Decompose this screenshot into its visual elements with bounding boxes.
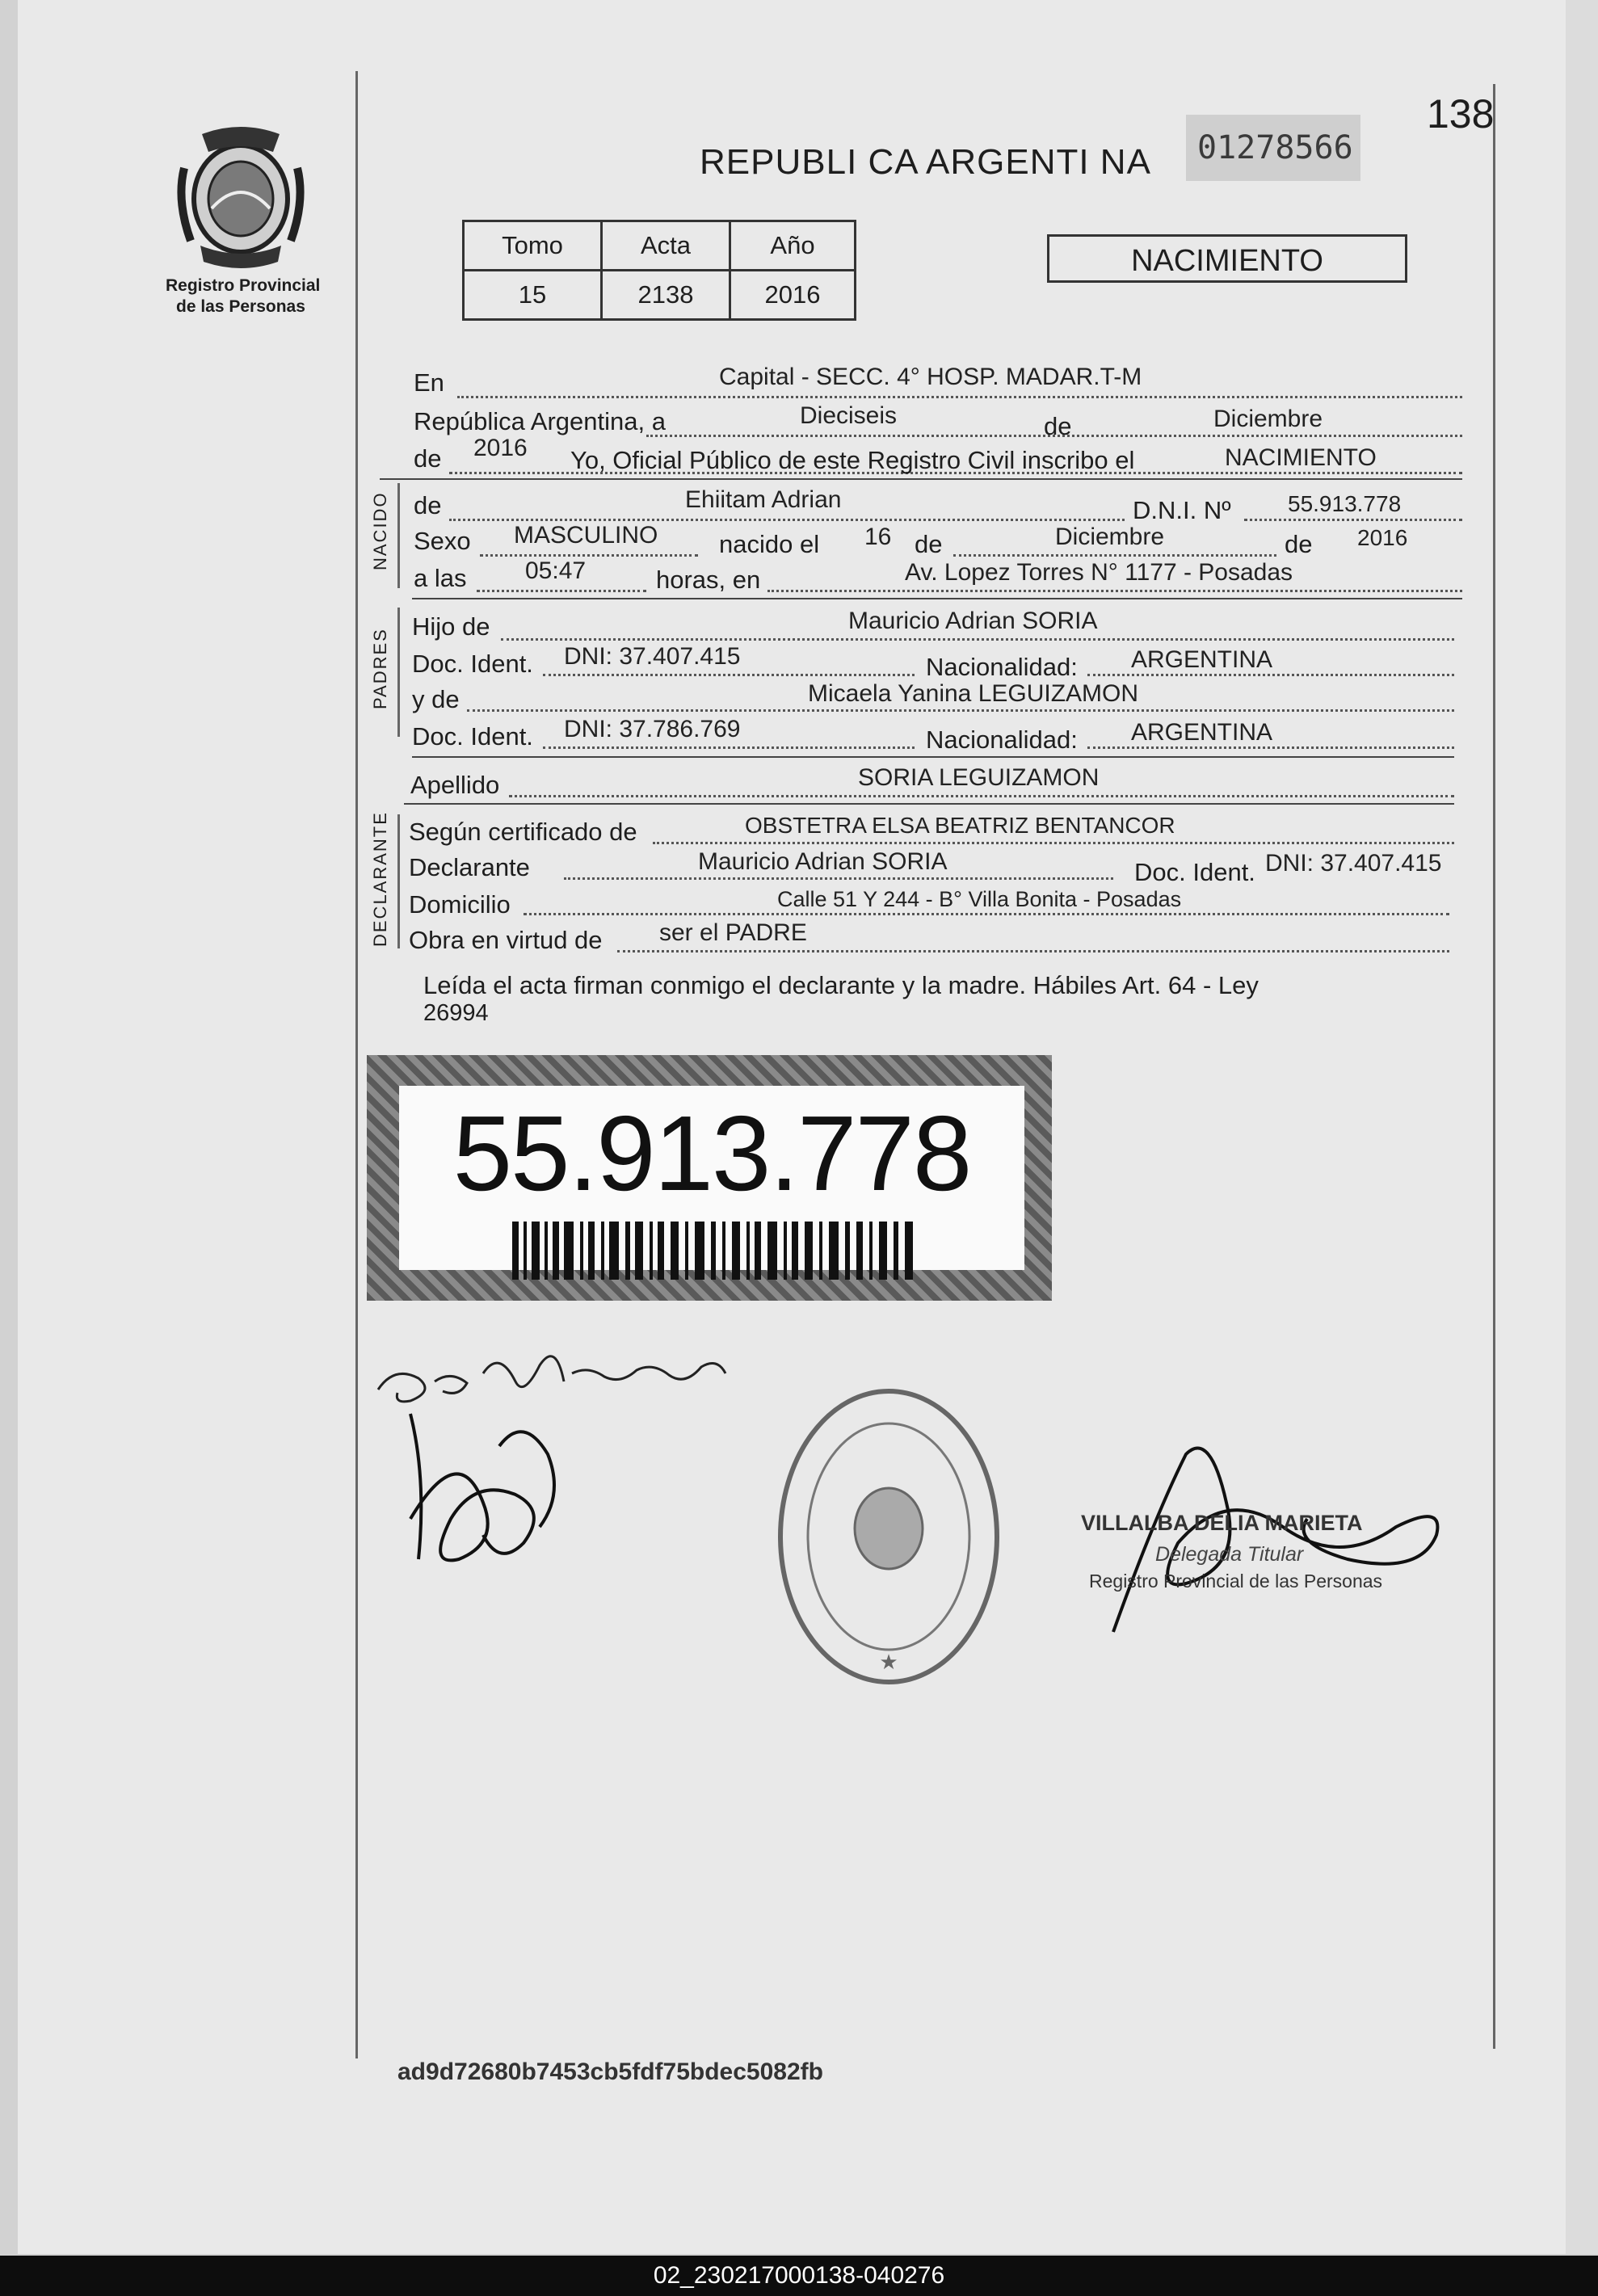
serial-number: 01278566 — [1186, 115, 1360, 181]
apellido-value: SORIA LEGUIZAMON — [858, 764, 1100, 791]
apellido-bottom-rule — [404, 803, 1454, 805]
padre-nac-dots — [1087, 674, 1454, 676]
official-role: Delegada Titular — [1155, 1543, 1304, 1566]
yde-label: y de — [412, 685, 460, 713]
madre-doc-value: DNI: 37.786.769 — [564, 716, 741, 742]
closing-line2: 26994 — [423, 1000, 489, 1026]
nacido-section-label: NACIDO — [370, 491, 390, 570]
nacido-top-rule — [380, 478, 1462, 480]
closing-line1: Leída el acta firman conmigo el declarante y la madre. Hábiles Art. 64 - Ley — [423, 971, 1259, 999]
hora-value: 05:47 — [525, 557, 587, 584]
footer-id-bar: 02_230217000138-040276 — [0, 2256, 1598, 2296]
emblem-label-line1: Registro Provincial — [166, 276, 321, 295]
padres-section-label: PADRES — [370, 628, 390, 709]
lugar-value: Av. Lopez Torres N° 1177 - Posadas — [905, 559, 1293, 586]
alas-label: a las — [414, 564, 467, 592]
en-dots — [457, 396, 1462, 398]
anio-value: 2016 — [730, 271, 856, 320]
hora-dots — [477, 590, 646, 592]
padre-dots — [501, 638, 1454, 641]
acta-value: 2138 — [602, 271, 730, 320]
official-signature — [1105, 1438, 1461, 1640]
padre-nac-label: Nacionalidad: — [926, 653, 1078, 681]
madre-nac-dots — [1087, 746, 1454, 749]
certificado-value: OBSTETRA ELSA BEATRIZ BENTANCOR — [745, 813, 1175, 838]
acta-header: Acta — [602, 221, 730, 271]
emblem-label-line2: de las Personas — [176, 297, 305, 316]
nacido-de3-label: de — [1285, 530, 1313, 558]
madre-dots — [467, 709, 1454, 712]
official-name: VILLALBA DELIA MARIETA — [1081, 1511, 1363, 1535]
republica-label: República Argentina, a — [414, 407, 666, 435]
padre-nac-value: ARGENTINA — [1131, 646, 1273, 673]
domicilio-dots — [524, 913, 1449, 915]
padres-top-rule — [412, 598, 1462, 599]
padre-name: Mauricio Adrian SORIA — [848, 608, 1098, 634]
nacido-month: Diciembre — [1055, 524, 1165, 550]
obra-label: Obra en virtud de — [409, 926, 603, 954]
horas-label: horas, en — [656, 566, 761, 594]
act-type-box: NACIMIENTO — [1047, 234, 1407, 283]
de2-label: de — [414, 444, 442, 473]
svg-text:★: ★ — [879, 1651, 898, 1675]
document-hash: ad9d72680b7453cb5fdf75bdec5082fb — [397, 2058, 823, 2085]
tomo-value: 15 — [464, 271, 602, 320]
dni-label: D.N.I. Nº — [1133, 496, 1231, 524]
page-number: 138 — [1427, 91, 1495, 137]
year-value: 2016 — [473, 435, 528, 461]
nacido-year: 2016 — [1357, 525, 1408, 550]
apellido-dots — [509, 795, 1454, 797]
sticker-label-area — [399, 1086, 1024, 1270]
nacido-de2-label: de — [915, 530, 943, 558]
madre-name: Micaela Yanina LEGUIZAMON — [808, 680, 1139, 707]
declarante-bracket — [397, 814, 400, 948]
nacido-bracket — [397, 483, 400, 588]
en-value: Capital - SECC. 4° HOSP. MADAR.T-M — [719, 364, 1142, 390]
dni-value: 55.913.778 — [1288, 491, 1402, 516]
madre-nac-label: Nacionalidad: — [926, 725, 1078, 754]
nacido-month-dots — [953, 554, 1276, 557]
sexo-label: Sexo — [414, 527, 471, 555]
certificado-label: Según certificado de — [409, 818, 637, 846]
padre-doc-value: DNI: 37.407.415 — [564, 643, 741, 670]
dni-dots — [1244, 519, 1462, 521]
tomo-header: Tomo — [464, 221, 602, 271]
declarante-section-label: DECLARANTE — [370, 811, 390, 947]
sexo-dots — [480, 554, 698, 557]
declarante-doc-value: DNI: 37.407.415 — [1265, 850, 1442, 877]
tomo-acta-table — [462, 220, 856, 321]
page-shadow — [1566, 0, 1598, 2254]
madre-doc-dots — [543, 746, 915, 749]
hijo-label: Hijo de — [412, 612, 490, 641]
obra-value: ser el PADRE — [659, 919, 807, 946]
declarante-signature — [362, 1317, 734, 1592]
day-value: Dieciseis — [800, 402, 898, 429]
right-margin-line — [1493, 84, 1495, 2049]
document-title: REPUBLI CA ARGENTI NA — [700, 142, 1151, 182]
month-value: Diciembre — [1213, 406, 1323, 432]
nacido-el-label: nacido el — [719, 530, 820, 558]
nacido-name-dots — [449, 519, 1125, 521]
nacido-name: Ehiitam Adrian — [685, 486, 842, 513]
domicilio-label: Domicilio — [409, 890, 511, 919]
anio-header: Año — [730, 221, 856, 271]
padres-bracket — [397, 608, 400, 737]
en-label: En — [414, 368, 444, 397]
obra-dots — [617, 950, 1449, 952]
certificado-dots — [653, 842, 1454, 844]
nacido-day: 16 — [864, 524, 892, 550]
madre-doc-label: Doc. Ident. — [412, 722, 533, 751]
declarante-label: Declarante — [409, 853, 530, 881]
apellido-label: Apellido — [410, 771, 500, 799]
oficial-label: Yo, Oficial Público de este Registro Civil inscribo el — [570, 446, 1135, 474]
declarante-doc-label: Doc. Ident. — [1134, 858, 1255, 886]
sexo-value: MASCULINO — [514, 522, 658, 549]
sticker-number: 55.913.778 — [452, 1094, 971, 1213]
acto-value: NACIMIENTO — [1225, 444, 1377, 471]
declarante-dots — [564, 877, 1113, 880]
padre-doc-label: Doc. Ident. — [412, 650, 533, 678]
id-number-sticker — [367, 1055, 1052, 1301]
domicilio-value: Calle 51 Y 244 - B° Villa Bonita - Posadas — [777, 887, 1182, 911]
apellido-top-rule — [412, 756, 1454, 758]
official-seal — [776, 1386, 1002, 1687]
official-office: Registro Provincial de las Personas — [1089, 1571, 1383, 1592]
barcode-icon — [512, 1222, 916, 1280]
declarante-value: Mauricio Adrian SORIA — [698, 848, 948, 875]
padre-doc-dots — [543, 674, 915, 676]
de-label: de — [1044, 412, 1072, 440]
nacido-de-label: de — [414, 491, 442, 519]
left-margin-line — [355, 71, 358, 2058]
madre-nac-value: ARGENTINA — [1131, 719, 1273, 746]
lugar-dots — [767, 590, 1462, 592]
province-emblem-icon — [176, 120, 305, 273]
